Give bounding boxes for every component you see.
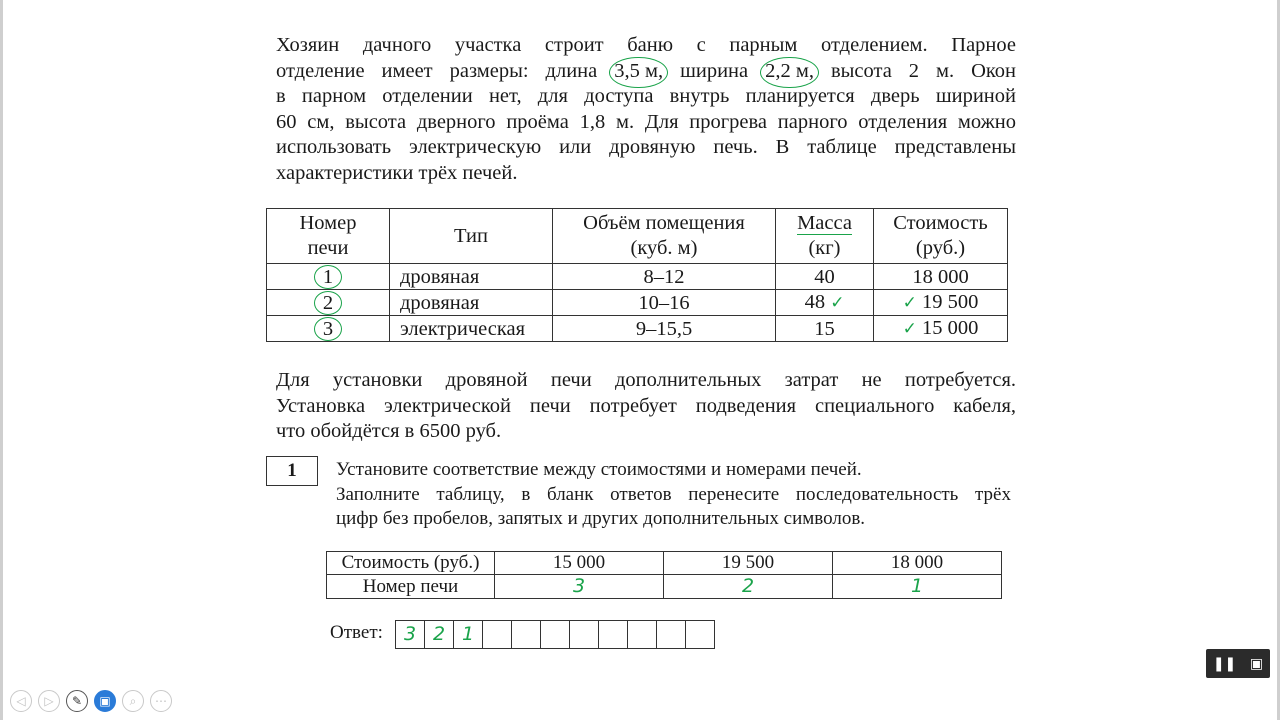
header-number: Номер печи bbox=[267, 209, 390, 264]
intro-line-3: в парном отделении нет, для доступа внутрь планируется дверь шириной bbox=[276, 85, 1016, 107]
pause-icon[interactable]: ❚❚ bbox=[1212, 655, 1237, 672]
stove-volume: 9–15,5 bbox=[553, 316, 776, 342]
answer-label: Ответ: bbox=[330, 622, 383, 643]
stove-cost: 18 000 bbox=[874, 264, 1008, 290]
answer-table-number-row bbox=[327, 575, 1002, 599]
previous-icon[interactable]: ◁ bbox=[10, 690, 32, 712]
intro-line-2: отделение имеет размеры: длина 3,5 м, ширина 2,2 м, высота 2 м. Окон bbox=[276, 59, 1016, 85]
answer-cell[interactable]: 3 bbox=[396, 621, 425, 648]
stove-number: 3 bbox=[267, 316, 390, 342]
next-icon[interactable]: ▷ bbox=[38, 690, 60, 712]
cost-cell: 19 500 bbox=[664, 552, 833, 575]
answer-cell[interactable]: 1 bbox=[454, 621, 483, 648]
width-highlight: 2,2 м, bbox=[765, 59, 814, 85]
table-row bbox=[267, 316, 1008, 342]
stove-mass: 15 bbox=[776, 316, 874, 342]
stove-mass: 48 ✓ bbox=[776, 290, 874, 316]
check-mark-icon: ✓ bbox=[830, 293, 845, 313]
slides-icon[interactable]: ▣ bbox=[94, 690, 116, 712]
intro-line-5: использовать электрическую или дровяную печь. В таблице представлены bbox=[276, 136, 1016, 158]
header-mass: Масса (кг) bbox=[776, 209, 874, 264]
answer-cells[interactable] bbox=[395, 620, 715, 649]
stove-table bbox=[266, 208, 1008, 342]
answer-table-cost-row bbox=[327, 552, 1002, 575]
pen-icon[interactable]: ✎ bbox=[66, 690, 88, 712]
task-line-3: цифр без пробелов, запятых и других дополнительных символов. bbox=[336, 508, 866, 529]
stove-type: электрическая bbox=[390, 316, 553, 342]
slide-navigation bbox=[10, 690, 172, 712]
note-line-1: Для установки дровяной печи дополнительных затрат не потребуется. bbox=[276, 369, 1016, 391]
screen-icon[interactable]: ▣ bbox=[1249, 655, 1264, 672]
answer-cell[interactable] bbox=[483, 621, 512, 648]
task-line-1: Установите соответствие между стоимостями и номерами печей. bbox=[336, 459, 862, 480]
task-text bbox=[336, 458, 1011, 532]
stove-type: дровяная bbox=[390, 290, 553, 316]
zoom-icon[interactable]: ⌕ bbox=[122, 690, 144, 712]
stove-type: дровяная bbox=[390, 264, 553, 290]
answer-cell[interactable] bbox=[599, 621, 628, 648]
cost-cell: 18 000 bbox=[833, 552, 1002, 575]
stove-mass: 40 bbox=[776, 264, 874, 290]
number-cell[interactable]: 1 bbox=[833, 575, 1002, 599]
cost-row-label: Стоимость (руб.) bbox=[327, 552, 495, 575]
answer-cell[interactable] bbox=[541, 621, 570, 648]
table-row bbox=[267, 264, 1008, 290]
check-mark-icon: ✓ bbox=[902, 319, 917, 339]
answer-cell[interactable] bbox=[628, 621, 657, 648]
intro-paragraph bbox=[276, 33, 1016, 186]
task-number-box: 1 bbox=[266, 456, 318, 486]
player-controls bbox=[1206, 649, 1270, 678]
table-row bbox=[267, 290, 1008, 316]
header-volume: Объём помещения (куб. м) bbox=[553, 209, 776, 264]
answer-cell[interactable] bbox=[657, 621, 686, 648]
stove-number: 1 bbox=[267, 264, 390, 290]
note-paragraph bbox=[276, 368, 1016, 445]
intro-line-4: 60 см, высота дверного проёма 1,8 м. Для прогрева парного отделения можно bbox=[276, 110, 1016, 133]
intro-line-1: Хозяин дачного участка строит баню с парным отделением. Парное bbox=[276, 34, 1016, 56]
header-cost: Стоимость (руб.) bbox=[874, 209, 1008, 264]
stove-volume: 10–16 bbox=[553, 290, 776, 316]
note-line-2: Установка электрической печи потребует подведения специального кабеля, bbox=[276, 394, 1016, 417]
answer-cell[interactable] bbox=[686, 621, 714, 648]
note-line-3: что обойдётся в 6500 руб. bbox=[276, 420, 502, 442]
intro-line-6: характеристики трёх печей. bbox=[276, 161, 518, 184]
stove-number: 2 bbox=[267, 290, 390, 316]
more-icon[interactable]: ⋯ bbox=[150, 690, 172, 712]
header-type: Тип bbox=[390, 209, 553, 264]
answer-cell[interactable] bbox=[512, 621, 541, 648]
left-frame-border bbox=[0, 0, 3, 720]
task-line-2: Заполните таблицу, в бланк ответов перенесите последовательность трёх bbox=[336, 483, 1011, 505]
cost-cell: 15 000 bbox=[495, 552, 664, 575]
number-row-label: Номер печи bbox=[327, 575, 495, 599]
number-cell[interactable]: 2 bbox=[664, 575, 833, 599]
check-mark-icon: ✓ bbox=[902, 293, 917, 313]
answer-table bbox=[326, 551, 1002, 599]
number-cell[interactable]: 3 bbox=[495, 575, 664, 599]
stove-cost: ✓ 15 000 bbox=[874, 316, 1008, 342]
stove-cost: ✓ 19 500 bbox=[874, 290, 1008, 316]
answer-cell[interactable] bbox=[570, 621, 599, 648]
answer-cell[interactable]: 2 bbox=[425, 621, 454, 648]
stove-volume: 8–12 bbox=[553, 264, 776, 290]
stove-table-header bbox=[267, 209, 1008, 264]
length-highlight: 3,5 м, bbox=[614, 59, 663, 85]
